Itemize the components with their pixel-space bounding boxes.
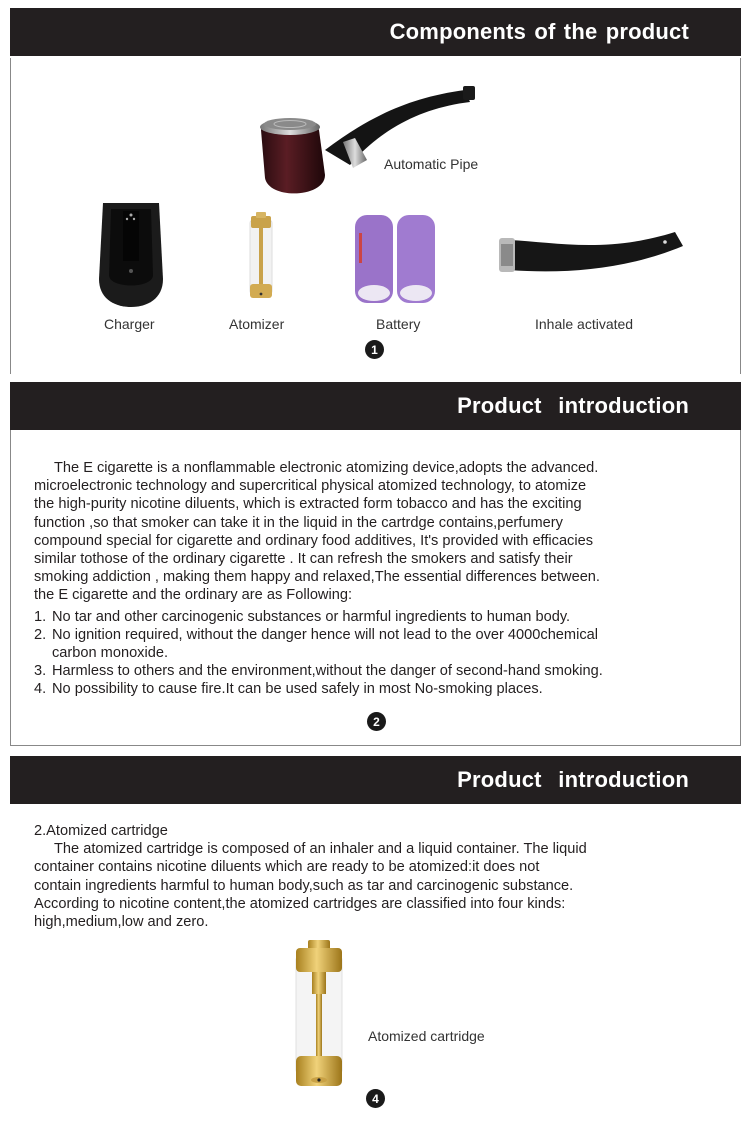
- paragraph-line: function ,so that smoker can take it in the liquid in the cartrdge contains,perfumery: [34, 514, 563, 531]
- paragraph-line: smoking addiction , making them happy and relaxed,The essential differences between.: [34, 569, 600, 586]
- atomizer-icon: [244, 212, 278, 302]
- list-item: 3. Harmless to others and the environment,without the danger of second-hand smoking.: [34, 663, 603, 680]
- differences-list: [34, 608, 714, 699]
- section-header-components: [10, 8, 741, 56]
- page-badge-1: 1: [365, 340, 384, 359]
- cartridge-icon: [292, 938, 346, 1090]
- pipe-icon: [255, 80, 485, 200]
- paragraph-line: container contains nicotine diluents which are ready to be atomized:it does not: [34, 859, 540, 876]
- paragraph-line: The E cigarette is a nonflammable electronic atomizing device,adopts the advanced.: [54, 460, 599, 476]
- paragraph-line: the high-purity nicotine diluents, which is extracted form tobacco and has the exciting: [34, 496, 582, 513]
- section-header-product-introduction-2: [10, 756, 741, 804]
- paragraph-line: microelectronic technology and supercritical physical atomized technology, to atomize: [34, 478, 587, 495]
- list-item: 2. No ignition required, without the danger hence will not lead to the over 4000chemical carbon monoxide.: [34, 626, 598, 662]
- paragraph-line: the E cigarette and the ordinary are as Following:: [34, 587, 352, 604]
- mouthpiece-icon: [495, 226, 685, 282]
- section-header-product-introduction: [10, 382, 741, 430]
- charger-icon: [97, 199, 165, 309]
- introduction-text: [34, 459, 714, 699]
- cartridge-label: Atomized cartridge: [368, 1028, 485, 1044]
- component-label-charger: Charger: [104, 316, 155, 332]
- section-title: Components of the product: [389, 19, 689, 44]
- component-label-inhale-activated: Inhale activated: [535, 316, 634, 332]
- paragraph-line: high,medium,low and zero.: [34, 914, 209, 931]
- battery-icon: [353, 213, 437, 305]
- paragraph-line: similar tothose of the ordinary cigarette . It can refresh the smokers and satisfy their: [34, 551, 573, 568]
- list-item: 1. No tar and other carcinogenic substances or harmful ingredients to human body.: [34, 608, 571, 625]
- paragraph-line: According to nicotine content,the atomized cartridges are classified into four kinds:: [34, 895, 566, 912]
- component-label-automatic-pipe: Automatic Pipe: [384, 156, 479, 172]
- page-badge-4: 4: [366, 1089, 385, 1108]
- paragraph-line: contain ingredients harmful to human body,such as tar and carcinogenic substance.: [34, 877, 574, 894]
- component-label-battery: Battery: [376, 316, 421, 332]
- section-title: Product introduction: [457, 767, 689, 792]
- paragraph-line: compound special for cigarette and ordinary food additives, It's provided with efficacies: [34, 532, 594, 549]
- cartridge-text: [34, 822, 714, 931]
- page-badge-2: 2: [367, 712, 386, 731]
- list-item: 4. No possibility to cause fire.It can be used safely in most No-smoking places.: [34, 681, 543, 698]
- component-label-atomizer: Atomizer: [229, 316, 285, 332]
- cartridge-subtitle: 2.Atomized cartridge: [34, 823, 168, 839]
- paragraph-line: The atomized cartridge is composed of an inhaler and a liquid container. The liquid: [54, 841, 587, 858]
- section-title: Product introduction: [457, 393, 689, 418]
